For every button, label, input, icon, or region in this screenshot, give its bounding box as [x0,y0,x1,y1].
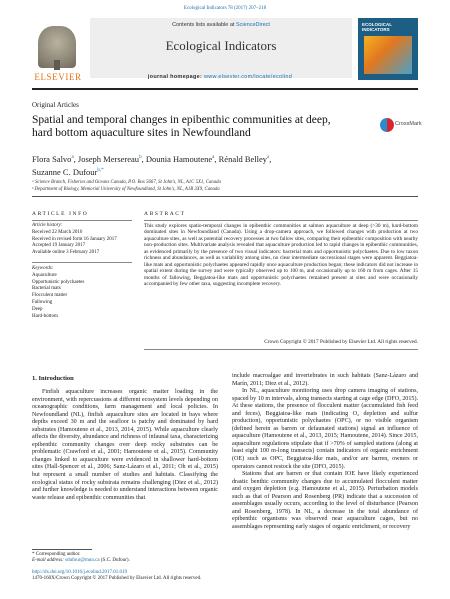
keyword: Opportunistic polychaetes [32,279,85,285]
keyword: Deep [32,306,43,312]
intro-paragraph-2: In NL, aquaculture monitoring uses drop camera imaging of stations, spaced by 10 m intervals, along transects starting at cage edge (DFO, 2015). At these stations, the presence of flocculent matter (accumulated fish feed and feces), Beggiatoa-like mats (indicating O₂ depletion and sulfur production), opportunistic polychaetes (OPC), or no visible organism (defined herein as barren or defaunated stations) signal an influence of aquaculture (Hamoutene et al., 2013, 2015; Hamoutene, 2014). Since 2015, aquaculture regulations stipulate that if >70% of sampled stations (along at least eight 100 m-long transects) contain indicators of organic enrichment (OE) such as OPC, Beggiatoa-like mats, and/or are barren, owners or operators cannot restock the site (DFO, 2015). [232,388,418,470]
journal-reference[interactable]: Ecological Indicators 78 (2017) 207–218 [183,6,267,11]
intro-paragraph-1: Finfish aquaculture increases organic matter loading in the environment, with repercussions at different ecosystem levels depending on oceanographic conditions, farm management and local policies. In Newfoundland (NL), finfish aquaculture sites are located in bays where depths exceed 30 m and the seafloor is patchy and dominated by hard substrates (Hamoutene et al., 2013, 2014, 2015). While aquaculture clearly affects the diversity, abundance and richness of infaunal taxa, characterizing epibenthic community changes over deep rocky substrates can be problematic (Crawford et al., 2001; Hamoutene et al., 2015). Community changes linked to aquaculture were evidenced in shallower hard-bottom sites (Hall-Spencer et al., 2006; Sanz-Lázaro et al., 2011; Oh et al., 2015) but represent a small number of studies and habitats. Classifying the ecological status of rocky substrata remains challenging (Diez et al., 2012) and further knowledge is needed to understand interactions between organic waste release and epibenthic communities that [32,389,218,501]
email-label: E-mail address: [32,558,66,564]
history-heading: Article history: [32,223,63,228]
history-item: Available online 3 February 2017 [32,250,100,256]
contents-prefix: Contents lists available at [172,22,236,28]
author-name[interactable]: Flora Salvo [32,153,72,164]
keyword: Fallowing [32,299,53,305]
issn-line: 1470-160X/Crown Copyright © 2017 Published by Elsevier Ltd. All rights reserved. [32,576,202,582]
keywords-rule [32,262,132,263]
article-section: Original Articles [32,101,79,109]
keywords-list [32,266,137,320]
author-name[interactable]: Rénald Belley [218,153,268,164]
publisher-name: ELSEVIER [34,72,82,82]
tree-trunk [54,60,60,70]
crossmark-icon [380,118,394,132]
article-info-heading: ARTICLE INFO [32,211,89,217]
contents-line [90,22,352,28]
email-link[interactable]: sdufour@mun.ca [65,558,100,564]
history-item: Received 22 March 2016 [32,229,83,235]
intro-paragraph-continued: include macroalgae and invertebrates in such habitats (Sanz-Lázaro and Marín, 2011; Diez et al., 2012). [232,373,418,387]
author-list [32,152,418,178]
journal-cover[interactable] [358,18,418,80]
article-title: Spatial and temporal changes in epibenthic communities at deep, hard bottom aquaculture sites in Newfoundland [32,114,331,139]
abstract-heading: ABSTRACT [144,211,186,217]
author-line-2 [32,165,418,178]
corresponding-author-note: * Corresponding author. [32,552,81,557]
author-name[interactable]: Dounia Hamoutene [145,153,213,164]
keywords-heading: Keywords: [32,266,54,271]
elsevier-logo[interactable] [32,24,84,84]
intro-column-right [232,373,418,531]
author-affil-mark[interactable]: a [267,155,270,160]
history-item: Received in revised form 16 January 2017 [32,236,117,242]
affiliation-b: ᵇ Department of Biology, Memorial University of Newfoundland, St John's, NL, A1B 3X9, Canada [32,187,220,192]
author-affil-mark[interactable]: a [71,155,74,160]
keyword: Aquaculture [32,272,57,278]
author-affil-mark[interactable]: b [139,155,142,160]
journal-banner [90,18,352,78]
homepage-prefix: journal homepage: [147,74,204,80]
affiliation-a: ᵃ Science Branch, Fisheries and Oceans Canada, P.O. Box 5667, St John's, NL, A1C 5X1, Canada [32,180,221,185]
author-line-1: Flora Salvo$^a$, Joseph Mersereau$^b$, Dounia Hamoutene$^a$, Rénald Belley$^a$, [32,153,272,164]
email-suffix: (S.C. Dufour). [99,558,130,564]
abstract-copyright: Crown Copyright © 2017 Published by Elsevier Ltd. All rights reserved. [264,339,418,345]
email-line [32,558,232,564]
footnote-rule [32,549,92,550]
author-rule [32,196,418,197]
abstract-text: This study explores spatio-temporal changes in epibenthic communities at salmon aquaculture at deep (>30 m), hard-bottom dominated sites in Newfoundland (Canada). Using a drop-camera approach, we followed changes with production at two aquaculture sites, as well as potential recovery processes at two fallow sites, comparing their epibenthic composition with nearby non-production sites. Multivariate analysis revealed that aquaculture production led to rapid changes in epibenthic communities, as evidenced primarily by the presence of two visual indicators: bacterial mats and opportunistic polychaetes. Due to low taxon richness and abundances, as well as variability among sites, no clear intermediate successional stages were apparent. Beggiatoa-like mats and opportunistic polychaetes appeared rapidly once aquaculture production began; these indicators did not increase in spatial extent during the survey and were typically observed up to 100 m, and occasionally up to 160 m from cages. After 15 months of fallowing, Beggiatoa-like mats and opportunistic polychaetes remained present at sites and were occasionally accompanied by few other taxa, suggesting incomplete recovery. [144,223,418,288]
keyword: Bacterial mats [32,286,61,292]
journal-title: Ecological Indicators [165,38,277,53]
cover-image [364,36,412,74]
article-history [32,223,137,257]
header-rule [32,88,418,90]
keyword: Flocculent matter [32,293,68,299]
journal-homepage [90,74,350,80]
crossmark-label: CrossMark [395,121,422,127]
intro-column-left [32,389,218,502]
abstract-rule [144,220,418,221]
author-affil-mark[interactable]: b,* [97,167,104,173]
doi-block [32,570,332,583]
abstract-end-rule [144,349,418,350]
crossmark-badge[interactable] [380,118,422,142]
sciencedirect-link[interactable]: ScienceDirect [235,22,270,28]
author-affil-mark[interactable]: a [212,155,215,160]
author-name[interactable]: Joseph Mersereau [77,153,140,164]
intro-paragraph-3: Stations that are barren or that contain IOE have likely experienced drastic benthic community changes due to accumulated flocculent matter and oxygen depletion (e.g. Hamoutene et al., 2015). Perturbation models such as that of Pearson and Rosenberg (PR) indicate that a succession of assemblages usually occurs, according to the level of disturbance (Pearson and Rosenberg, 1978). In NL, a decrease in the total abundance of epibenthic organisms was observed near aquaculture cages, but no assemblages representing early stages of organic enrichment, or recovery [232,471,418,530]
history-item: Accepted 19 January 2017 [32,243,86,249]
author-name[interactable]: Suzanne C. Dufour [32,166,98,177]
info-rule [32,220,132,221]
section-heading-introduction: 1. Introduction [32,375,74,382]
homepage-link[interactable]: www.elsevier.com/locate/ecolind [203,74,293,80]
footnote [32,552,232,565]
keyword: Hard-bottom [32,313,58,319]
doi-link[interactable]: http://dx.doi.org/10.1016/j.ecolind.2017.01.019 [32,570,128,575]
cover-title: ECOLOGICAL INDICATORS [362,22,392,32]
